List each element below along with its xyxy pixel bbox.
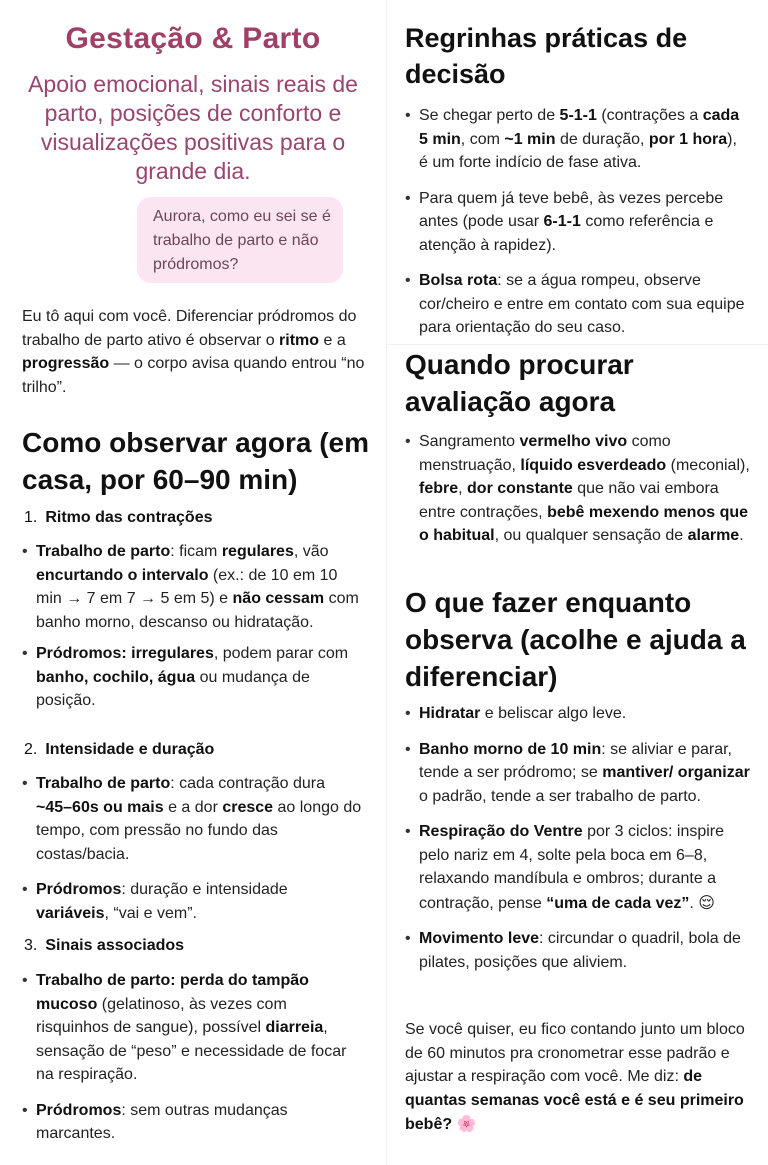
list-item: • Pródromos: irregulares, podem parar com banho, cochilo, água ou mudança de posição. [22, 642, 362, 713]
list-item: • Hidratar e beliscar algo leve. [405, 702, 750, 726]
numbered-item-2: 2. Intensidade e duração [24, 741, 215, 758]
cherry-blossom-icon: 🌸 [456, 1114, 477, 1133]
list-item: • Se chegar perto de 5-1-1 (contrações a cada 5 min, com ~1 min de duração, por 1 hora), é um forte indício de fase ativa. [405, 104, 750, 175]
list-item: • Trabalho de parto: ficam regulares, vão encurtando o intervalo (ex.: de 10 em 10 min → 7 em 7 → 5 em 5) e não cessam com banho morno, descanso ou hidratação. [22, 540, 362, 634]
section-separator [387, 344, 768, 345]
list-todo [405, 702, 750, 974]
list-item: • Banho morno de 10 min: se aliviar e parar, tende a ser pródromo; se mantiver/ organizar o padrão, tende a ser trabalho de parto. [405, 738, 750, 809]
list-item: • Pródromos: duração e intensidade variáveis, “vai e vem”. [22, 878, 362, 925]
page-title: Gestação & Parto [65, 22, 321, 55]
relieved-face-icon: 😌 [698, 892, 715, 912]
section-heading-todo: O que fazer enquanto observa (acolhe e ajuda a diferenciar) [405, 587, 746, 692]
section-heading-observe: Como observar agora (em casa, por 60–90 min) [22, 427, 369, 495]
list-item: • Trabalho de parto: perda do tampão mucoso (gelatinoso, às vezes com risquinhos de sangue), possível diarreia, sensação de “peso” e necessidade de focar na respiração. [22, 969, 362, 1087]
list-rules [405, 104, 750, 340]
page-subtitle: Apoio emocional, sinais reais de parto, posições de conforto e visualizações positivas para o grande dia. [28, 71, 358, 184]
numbered-item-1: 1. Ritmo das contrações [24, 509, 213, 526]
list-urgent [405, 430, 750, 548]
list-rhythm [22, 540, 362, 713]
list-item: • Movimento leve: circundar o quadril, bola de pilates, posições que aliviem. [405, 927, 750, 974]
section-heading-rules: Regrinhas práticas de decisão [405, 23, 688, 89]
column-divider [386, 0, 387, 1165]
list-item: • Sangramento vermelho vivo como menstruação, líquido esverdeado (meconial), febre, dor constante que não vai embora entre contrações, bebê mexendo menos que o habitual, ou qualquer sensação de alarme. [405, 430, 750, 548]
user-message-bubble [137, 197, 343, 283]
list-item: • Trabalho de parto: cada contração dura ~45–60s ou mais e a dor cresce ao longo do tempo, com pressão no fundo das costas/bacia. [22, 772, 362, 866]
assistant-intro: Eu tô aqui com você. Diferenciar pródromos do trabalho de parto ativo é observar o ritmo e a progressão — o corpo avisa quando entrou “no trilho”. [22, 308, 365, 396]
list-item: • Respiração do Ventre por 3 ciclos: inspire pelo nariz em 4, solte pela boca em 6–8, relaxando mandíbula e ombros; durante a contração, pense “uma de cada vez”. 😌 [405, 820, 750, 915]
list-item: • Bolsa rota: se a água rompeu, observe cor/cheiro e entre em contato com sua equipe para orientação do seu caso. [405, 269, 750, 340]
user-message-text: Aurora, como eu sei se é trabalho de parto e não pródromos? [153, 208, 331, 273]
list-item: • Pródromos: sem outras mudanças marcantes. [22, 1099, 362, 1146]
numbered-item-3: 3. Sinais associados [24, 937, 185, 954]
section-heading-urgent: Quando procurar avaliação agora [405, 349, 634, 417]
list-signs [22, 969, 362, 1146]
assistant-closing: Se você quiser, eu fico contando junto um bloco de 60 minutos pra cronometrar esse padrão e ajustar a respiração com você. Me diz: de quantas semanas você está e é seu primeiro bebê? 🌸 [405, 1021, 745, 1133]
list-intensity [22, 772, 362, 925]
list-item: • Para quem já teve bebê, às vezes percebe antes (pode usar 6-1-1 como referência e atenção à rapidez). [405, 187, 750, 258]
